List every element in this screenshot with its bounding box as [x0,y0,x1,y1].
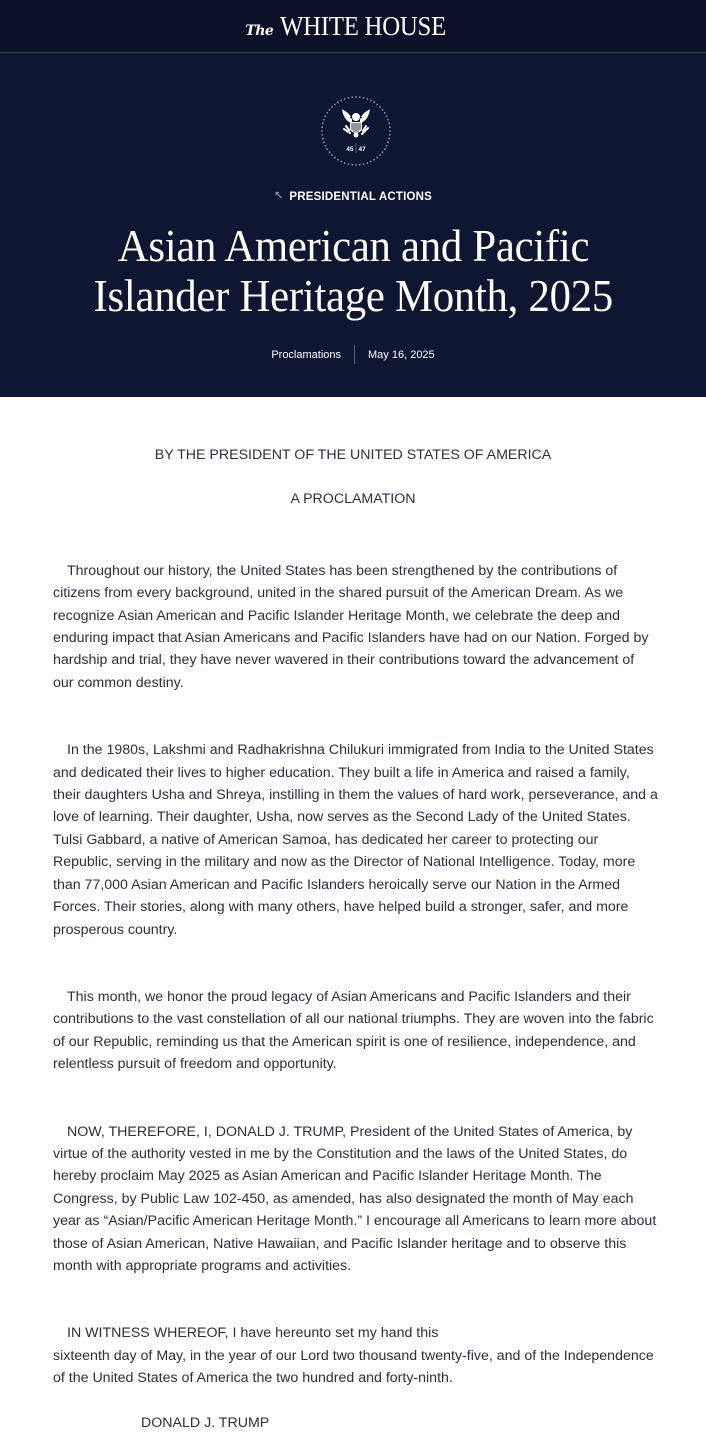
seal-ring-dot [331,106,333,108]
seal-ring-dot [351,96,353,98]
seal-ring-dot [321,134,323,136]
paragraph-text: In the 1980s, Lakshmi and Radhakrishna Chilukuri immigrated from India to the United States and dedicated their lives to higher education. They built a life in America and raised a family, their daughters Usha and Shreya, instilling in them the values of hard work, perseverance, and a love of learning. Their daughter, Usha, now serves as the Second Lady of the United States. Tulsi Gabbard, a native of American Samoa, has dedicated her career to protecting our Republic, serving in the military and now as the Director of National Intelligence. Today, more than 77,000 Asian American and Pacific Islanders heroically serve our Nation in the Armed Forces. Their stories, along with many others, have helped build a stronger, safer, and more prosperous country. [53,742,658,938]
seal-ring-dot [326,148,328,150]
seal-ring-dot [326,112,328,114]
seal-ring-dot [366,98,368,100]
seal-ring-dot [344,98,346,100]
paragraph-text: This month, we honor the proud legacy of Asian Americans and Pacific Islanders and their contributions to the vast constellation of all our national triumphs. They are woven into the fabric of our Republic, reminding us that the American spirit is one of resilience, independence, and relentless pursuit of freedom and opportunity. [53,988,654,1073]
meta-date: May 16, 2025 [368,348,435,361]
seal-ring-dot [323,141,325,143]
seal-ring-dot [389,130,391,132]
logo-white-house: WHITE HOUSE [280,10,447,41]
seal-ring-dot [363,97,365,99]
seal-ring-dot [329,151,331,153]
by-line: BY THE PRESIDENT OF THE UNITED STATES OF AMERICA [154,447,552,463]
seal-ring-dot [359,96,361,98]
seal-ring-dot [376,157,378,159]
seal-ring-dot [379,106,381,108]
seal-ring-dot [329,109,331,111]
signature: DONALD J. TRUMP [141,1414,270,1431]
seal-ring-dot [334,104,336,106]
body-paragraph [53,560,658,694]
seal-ring-dot [334,157,336,159]
seal-ring-dot [337,159,339,161]
seal-ring-dot [348,97,350,99]
white-house-logo-link[interactable] [245,11,460,42]
seal-ring-dot [322,138,324,140]
seal-ring-dot [355,96,357,98]
seal-ring-dot [382,109,384,111]
seal-number-47: 47 [358,146,366,153]
proclamation-body [0,444,706,1434]
seal-ring-dot [324,145,326,147]
seal-ring-dot [370,161,372,163]
seal-ring-dot [363,163,365,165]
seal-number-45: 45 [346,146,354,153]
seal-ring-dot [351,164,353,166]
paragraph-text: NOW, THEREFORE, I, DONALD J. TRUMP, President of the United States of America, by virtue of the authority vested in me by the Constitution and the laws of the United States, do hereby proclaim May 2025 as Asian American and Pacific Islander Heritage Month. The Congress, by Public Law 102-450, as amended, has also designated the month of May each year as “Asian/Pacific American Heritage Month.” I encourage all Americans to learn more about those of Asian American, Native Hawaiian, and Pacific Islander heritage and to observe this month with appropriate programs and activities. [53,1123,657,1274]
seal-ring-dot [386,115,388,117]
meta-type-link[interactable]: Proclamations [271,348,342,361]
title-line-1: Asian American and Pacific [117,220,589,271]
title-line-2: Islander Heritage Month, 2025 [93,270,613,321]
seal-ring-dot [366,162,368,164]
meta-divider [354,345,355,364]
seal-ring-dot [348,163,350,165]
seal-ring-dot [355,164,357,166]
arrow-up-left-icon: ↖ [273,190,284,202]
seal-ring-dot [373,159,375,161]
seal-ring-dot [376,104,378,106]
seal-ring-dot [382,151,384,153]
seal-ring-dot [344,162,346,164]
seal-ring-dot [322,123,324,125]
seal-ring-dot [386,145,388,147]
seal-ring-dot [321,126,323,128]
proclamation-heading: A PROCLAMATION [290,491,416,508]
seal-ring-dot [370,99,372,101]
body-paragraph [53,1121,658,1278]
seal-ring-dot [337,101,339,103]
witness-line: IN WITNESS WHEREOF, I have hereunto set my hand this [67,1325,439,1342]
logo-the: The [245,22,274,39]
body-paragraph [53,986,658,1076]
category-label: PRESIDENTIAL ACTIONS [289,191,433,203]
seal-ring-dot [323,119,325,121]
presidential-seal-icon [320,95,392,167]
seal-ring-dot [387,119,389,121]
hero-banner [0,53,706,397]
seal-ring-dot [340,161,342,163]
witness-text: sixteenth day of May, in the year of our Lord two thousand twenty-five, and of the Independence of the United States of America the two hundred and forty-ninth. [53,1347,654,1387]
article-meta [0,345,706,364]
seal-ring-dot [389,126,391,128]
site-header [0,0,706,53]
seal-ring-dot [359,164,361,166]
seal-ring-dot [384,148,386,150]
seal-ring-dot [373,101,375,103]
seal-ring-dot [321,130,323,132]
seal-ring-dot [388,138,390,140]
page-title [0,221,706,321]
category-link[interactable] [0,191,706,203]
seal-ring-dot [340,99,342,101]
seal-ring-dot [388,123,390,125]
seal-ring-dot [331,154,333,156]
paragraph-text: Throughout our history, the United States has been strengthened by the contributions of citizens from every background, united in the shared pursuit of the American Dream. As we recognize Asian American and Pacific Islander Heritage Month, we celebrate the deep and enduring impact that Asian Americans and Pacific Islanders have had on our Nation. Forged by hardship and trial, they have never wavered in their contributions toward the advancement of our common destiny. [53,562,649,691]
seal-ring-dot [387,141,389,143]
seal-ring-dot [324,115,326,117]
body-paragraph [53,739,658,941]
seal-ring-dot [379,154,381,156]
seal-ring-dot [389,134,391,136]
seal-ring-dot [384,112,386,114]
